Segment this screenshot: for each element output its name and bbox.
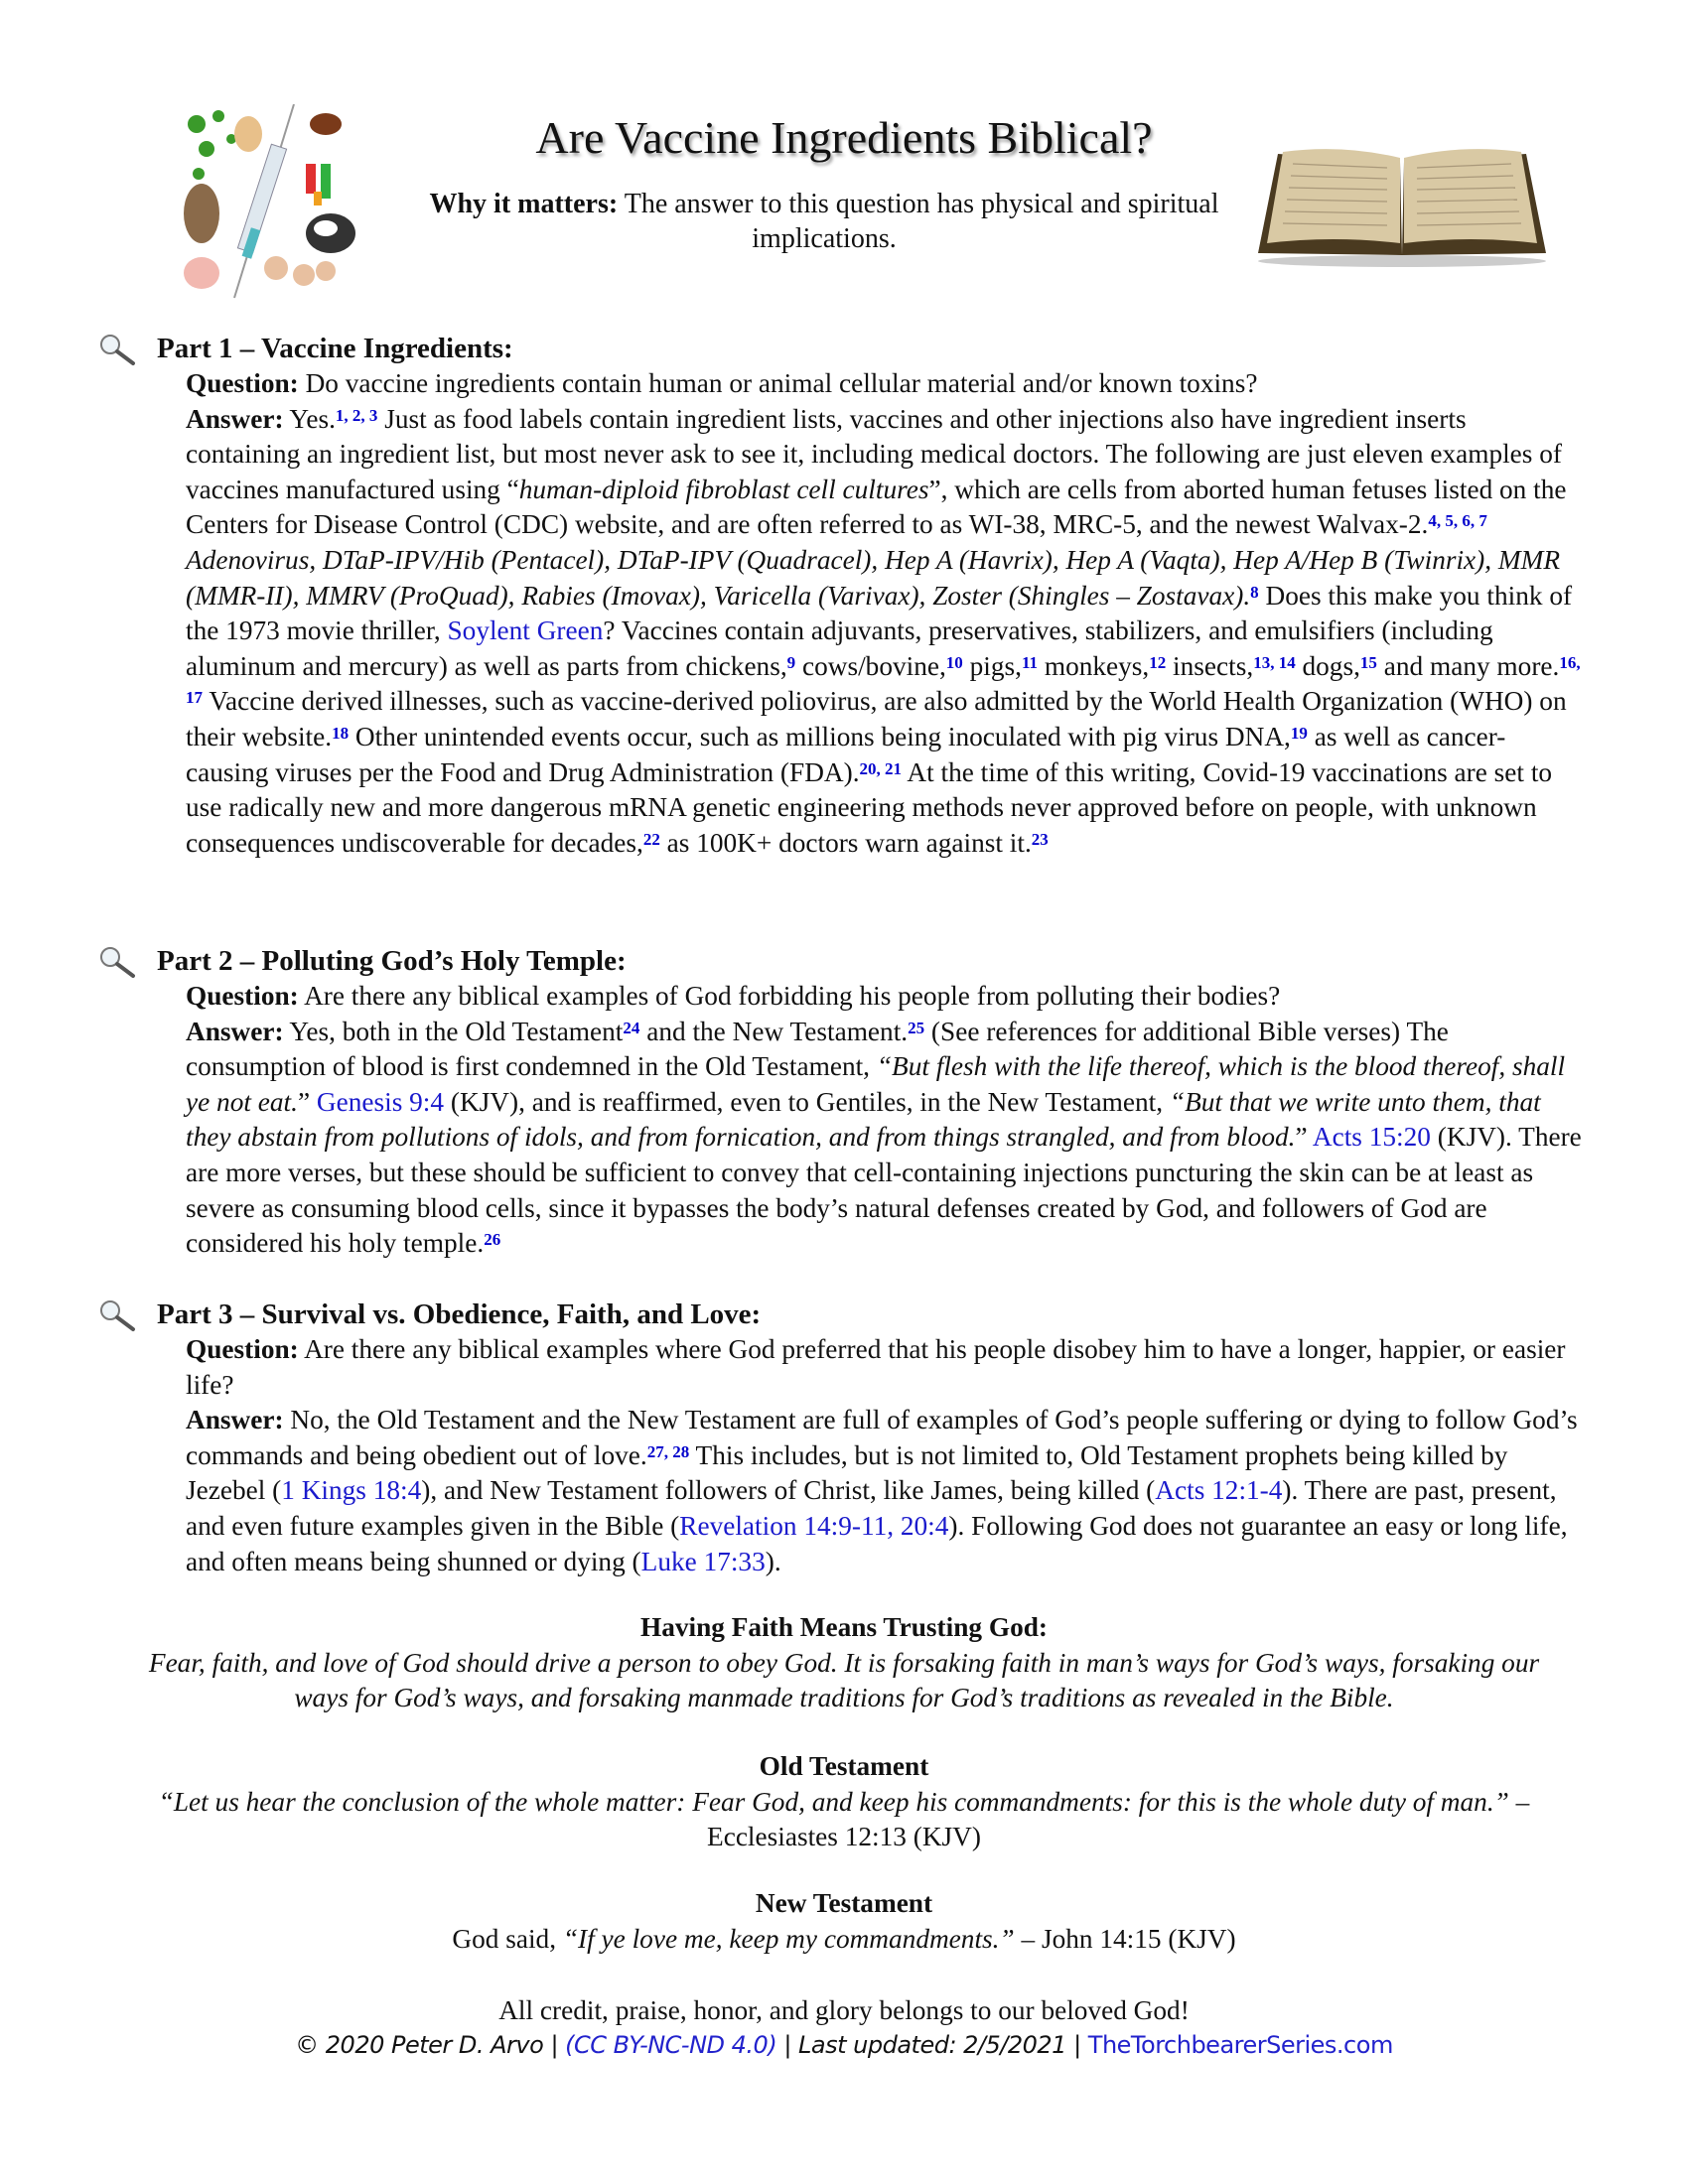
question-paragraph: [186, 366, 1587, 402]
footnote-ref[interactable]: 13, 14: [1253, 652, 1296, 672]
footnote-ref[interactable]: 22: [642, 829, 660, 849]
old-testament-ref: – Ecclesiastes 12:13 (KJV): [707, 1786, 1530, 1852]
text-segment: monkeys,: [1038, 650, 1150, 681]
footnote-ref[interactable]: 16, 17: [186, 652, 1581, 708]
text-segment: Yes, both in the Old Testament: [283, 1016, 624, 1046]
page-title: Are Vaccine Ingredients Biblical?: [535, 112, 1153, 163]
scripture-link[interactable]: Revelation 14:9-11, 20:4: [679, 1510, 949, 1541]
text-segment: cows/bovine,: [795, 650, 946, 681]
why-text: The answer to this question has physical and spiritual implications.: [618, 189, 1219, 254]
question-paragraph: [186, 979, 1587, 1015]
website-link[interactable]: TheTorchbearerSeries.com: [1087, 2031, 1393, 2059]
text-segment: Does this make you think of the 1973 movie thriller,: [186, 580, 1573, 646]
text-segment: ? Vaccines contain adjuvants, preservatives, stabilizers, and emulsifiers (including aluminum and mercury) as well as parts from chickens,: [186, 615, 1493, 681]
text-segment: At the time of this writing, Covid-19 vaccinations are set to use radically new and more dangerous mRNA genetic engineering methods never approved before on people, with unknown consequences undiscoverable for decades,: [186, 756, 1553, 858]
footnote-ref[interactable]: 1, 2, 3: [335, 405, 378, 425]
text-segment: Just as food labels contain ingredient lists, vaccines and other injections also have ingredient inserts containing an ingredient list, but most never ask to see it, including medical doctors. The following are just eleven examples of vaccines manufactured using “: [186, 403, 1562, 504]
section-heading: [97, 943, 1587, 979]
separator: |: [776, 2031, 799, 2059]
text-segment: Vaccine derived illnesses, such as vaccine-derived poliovirus, are also admitted by the World Health Organization (WHO) on their website.: [186, 686, 1567, 751]
footnote-ref[interactable]: 11: [1021, 652, 1039, 672]
open-bible-image: [1253, 144, 1551, 268]
scripture-link[interactable]: 1 Kings 18:4: [281, 1475, 422, 1506]
footnote-ref[interactable]: 23: [1031, 829, 1049, 849]
footnote-ref[interactable]: 12: [1149, 652, 1167, 672]
text-segment: dogs,: [1295, 650, 1360, 681]
footnote-ref[interactable]: 25: [908, 1018, 925, 1037]
section-heading: [97, 1297, 1587, 1332]
text-segment: ). There are past, present, and even future examples given in the Bible (: [186, 1475, 1557, 1541]
footer: [0, 2031, 1688, 2059]
footnote-ref[interactable]: 18: [332, 723, 350, 743]
magnifying-glass-icon: [97, 333, 137, 375]
scripture-link[interactable]: Genesis 9:4: [316, 1086, 445, 1117]
separator: |: [1065, 2031, 1088, 2059]
footnote-ref[interactable]: 4, 5, 6, 7: [1428, 511, 1487, 531]
answer-paragraph: [186, 1015, 1587, 1262]
section-part-1: [97, 331, 1587, 861]
footnote-ref[interactable]: 9: [786, 652, 796, 672]
footnote-ref[interactable]: 19: [1290, 723, 1308, 743]
label: Question:: [186, 368, 299, 398]
footnote-ref[interactable]: 10: [945, 652, 963, 672]
text-segment: Yes.: [283, 403, 336, 434]
footnote-ref[interactable]: 8: [1250, 582, 1259, 602]
label: Answer:: [186, 1405, 284, 1435]
new-testament-block: [99, 1886, 1589, 1957]
faith-heading: Having Faith Means Trusting God:: [639, 1612, 1048, 1642]
section-part-3: [97, 1297, 1587, 1579]
label: Answer:: [186, 1016, 284, 1046]
answer-paragraph: [186, 1403, 1587, 1579]
faith-block: [99, 1610, 1589, 1716]
new-testament-ref: – John 14:15 (KJV): [1014, 1923, 1236, 1954]
text-segment: Adenovirus, DTaP-IPV/Hib (Pentacel), DTaP-IPV (Quadracel), Hep A (Havrix), Hep A (Vaqta), Hep A/Hep B (Twinrix), MMR (MMR-II), MMRV (ProQuad), Rabies (Imovax), Varicella (Varivax), Zoster (Shingles – Zostavax).: [186, 544, 1561, 611]
text-segment: “But that we write unto them, that they abstain from pollutions of idols, and from fornication, and from things strangled, and from blood.: [186, 1086, 1541, 1153]
new-testament-quote: “If ye love me, keep my commandments.”: [562, 1923, 1015, 1954]
text-segment: insects,: [1166, 650, 1254, 681]
text-segment: as well as cancer-causing viruses per the Food and Drug Administration (FDA).: [186, 721, 1506, 787]
text-segment: No, the Old Testament and the New Testament are full of examples of God’s people suffering or dying to follow God’s commands and being obedient out of love.: [186, 1405, 1578, 1470]
text-segment: and many more.: [1376, 650, 1560, 681]
why-label: Why it matters:: [429, 189, 619, 219]
section-heading-text: Part 2 – Polluting God’s Holy Temple:: [157, 945, 627, 977]
text-segment: Other unintended events occur, such as millions being inoculated with pig virus DNA,: [349, 721, 1291, 751]
scripture-link[interactable]: Acts 15:20: [1312, 1122, 1431, 1153]
scripture-link[interactable]: Acts 12:1-4: [1155, 1475, 1283, 1506]
answer-paragraph: [186, 402, 1587, 862]
text-segment: This includes, but is not limited to, Old Testament prophets being killed by Jezebel (: [186, 1439, 1508, 1506]
old-testament-heading: Old Testament: [759, 1751, 929, 1781]
text-segment: pigs,: [962, 650, 1022, 681]
text-segment: ”, which are cells from aborted human fetuses listed on the Centers for Disease Control (CDC) website, and are often referred to as WI-38, MRC-5, and the newest Walvax-2.: [186, 474, 1567, 540]
old-testament-block: [99, 1749, 1589, 1855]
text-segment: human-diploid fibroblast cell cultures: [518, 474, 929, 504]
text-segment: ”: [297, 1086, 317, 1117]
section-part-2: [97, 943, 1587, 1262]
text-segment: Are there any biblical examples of God forbidding his people from polluting their bodies?: [298, 981, 1281, 1011]
text-segment: (KJV), and is reaffirmed, even to Gentiles, in the New Testament,: [444, 1086, 1170, 1117]
section-heading: [97, 331, 1587, 366]
text-segment: ), and New Testament followers of Christ, like James, being killed (: [421, 1475, 1156, 1506]
text-segment: and the New Testament.: [639, 1016, 909, 1046]
text-segment: Do vaccine ingredients contain human or animal cellular material and/or known toxins?: [298, 368, 1258, 398]
section-heading-text: Part 1 – Vaccine Ingredients:: [157, 333, 513, 364]
text-segment: (See references for additional Bible verses) The consumption of blood is first condemned in the Old Testament,: [186, 1016, 1449, 1082]
last-updated: Last updated: 2/5/2021: [798, 2031, 1066, 2059]
license-link[interactable]: (CC BY-NC-ND 4.0): [565, 2031, 777, 2059]
old-testament-quote: “Let us hear the conclusion of the whole matter: Fear God, and keep his commandments: for this is the whole duty of man.”: [158, 1786, 1509, 1817]
magnifying-glass-icon: [97, 1298, 137, 1341]
credit-line: All credit, praise, honor, and glory belongs to our beloved God!: [498, 1995, 1190, 2025]
question-paragraph: [186, 1332, 1587, 1403]
faith-text: Fear, faith, and love of God should drive a person to obey God. It is forsaking faith in man’s ways for God’s ways, forsaking our ways for God’s ways, and forsaking manmade traditions for God’s traditions as revealed in the Bible.: [148, 1647, 1540, 1713]
label: Question:: [186, 1334, 299, 1364]
new-testament-prefix: God said,: [452, 1923, 563, 1954]
new-testament-heading: New Testament: [755, 1888, 933, 1918]
label: Answer:: [186, 403, 284, 434]
text-segment: “But flesh with the life thereof, which is the blood thereof, shall ye not eat.: [186, 1051, 1566, 1117]
text-segment: ). Following God does not guarantee an easy or long life, and often means being shunned or dying (: [186, 1510, 1568, 1576]
text-segment: (KJV). There are more verses, but these should be sufficient to convey that cell-containing injections puncturing the skin can be at least as severe as consuming blood cells, since it bypasses the body’s natural defenses created by God, and followers of God are considered his holy temple.: [186, 1122, 1582, 1259]
subtitle: [417, 187, 1231, 256]
footnote-ref[interactable]: 20, 21: [859, 758, 903, 778]
scripture-link[interactable]: Luke 17:33: [640, 1546, 766, 1576]
footnote-ref[interactable]: 15: [1359, 652, 1377, 672]
footnote-ref[interactable]: 24: [623, 1018, 640, 1037]
text-segment: as 100K+ doctors warn against it.: [659, 827, 1032, 858]
label: Question:: [186, 981, 299, 1011]
magnifying-glass-icon: [97, 945, 137, 988]
text-segment: ”: [1295, 1122, 1313, 1153]
footnote-ref[interactable]: 26: [484, 1230, 501, 1250]
copyright: © 2020 Peter D. Arvo: [295, 2031, 544, 2059]
footnote-ref[interactable]: 27, 28: [646, 1441, 690, 1461]
section-heading-text: Part 3 – Survival vs. Obedience, Faith, and Love:: [157, 1298, 762, 1330]
scripture-link[interactable]: Soylent Green: [447, 615, 604, 646]
text-segment: Are there any biblical examples where God preferred that his people disobey him to have a longer, happier, or easier life?: [186, 1334, 1566, 1400]
separator: |: [543, 2031, 566, 2059]
text-segment: ).: [765, 1546, 781, 1576]
